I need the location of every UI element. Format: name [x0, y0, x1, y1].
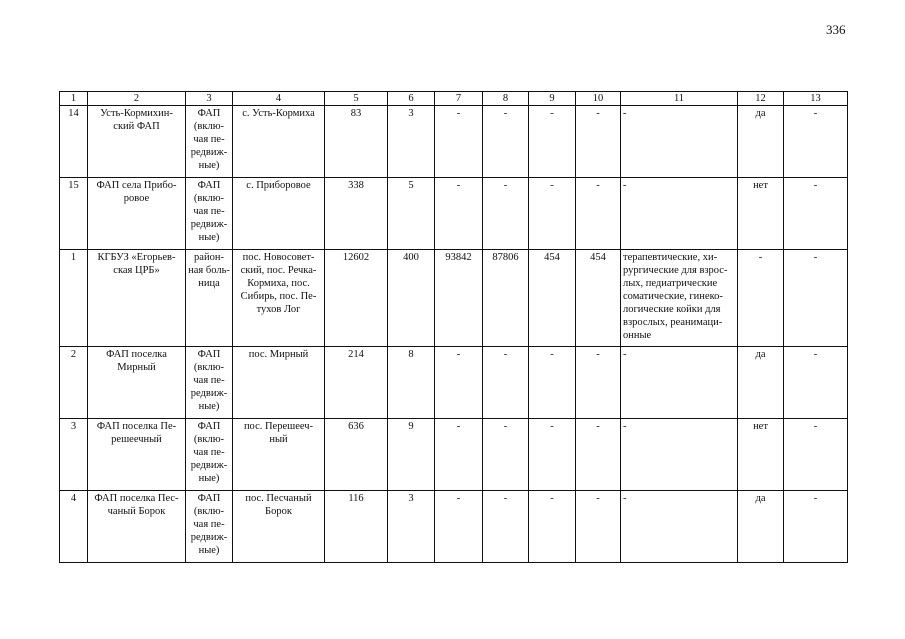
cell-text-line: Усть-Кормихин-: [100, 108, 173, 119]
table-cell: [738, 106, 784, 178]
cell-text-line: 636: [348, 421, 364, 432]
cell-text-line: -: [503, 493, 508, 504]
table-cell: [529, 491, 576, 563]
cell-text-line: да: [755, 108, 766, 119]
table-cell: [60, 250, 88, 347]
table-cell: [576, 347, 621, 419]
table-cell: [233, 491, 325, 563]
cell-text-line: пос. Перешееч-: [243, 421, 314, 432]
cell-text-line: редвиж-: [190, 388, 228, 399]
table-row: [60, 106, 848, 178]
cell-text-line: ница: [198, 278, 220, 289]
table-cell: [233, 347, 325, 419]
cell-text-line: -: [813, 180, 818, 191]
cell-text-line: ФАП (вклю-: [193, 180, 225, 204]
table-cell: [738, 178, 784, 250]
table-cell: [483, 178, 529, 250]
table-cell: [483, 419, 529, 491]
table-cell: [60, 419, 88, 491]
table-cell: [388, 491, 435, 563]
table-cell: [88, 491, 186, 563]
cell-text-line: -: [596, 421, 600, 432]
cell-text-line: -: [623, 493, 627, 504]
cell-text-line: онные: [623, 330, 652, 341]
table-cell: [60, 106, 88, 178]
cell-text-line: -: [456, 421, 461, 432]
table-cell: [784, 491, 848, 563]
cell-text-line: -: [503, 180, 508, 191]
cell-text-line: -: [623, 421, 627, 432]
cell-text-line: соматические, гинеко-: [623, 291, 723, 302]
table-cell: [483, 250, 529, 347]
table-cell: [186, 250, 233, 347]
column-header: 10: [576, 92, 621, 106]
table-cell: [483, 491, 529, 563]
cell-text-line: пос. Мирный: [248, 349, 309, 360]
cell-text-line: 15: [68, 180, 79, 191]
table-cell: [738, 347, 784, 419]
cell-text-line: ФАП поселка: [106, 349, 167, 360]
cell-text-line: 454: [544, 252, 560, 263]
table-row: [60, 491, 848, 563]
cell-text-line: -: [623, 349, 627, 360]
table-cell: [325, 250, 388, 347]
cell-text-line: 93842: [445, 252, 472, 263]
cell-text-line: 1: [70, 252, 77, 263]
column-header: 1: [60, 92, 88, 106]
table-cell: [186, 419, 233, 491]
cell-text-line: взрослых, реанимаци-: [623, 317, 723, 328]
cell-text-line: -: [596, 180, 600, 191]
cell-text-line: 3: [408, 493, 414, 504]
table-cell: [483, 106, 529, 178]
cell-text-line: ФАП поселка Пес-: [94, 493, 179, 504]
table-cell: [621, 178, 738, 250]
cell-text-line: ФАП села Прибо-: [96, 180, 177, 191]
cell-text-line: ные): [198, 232, 220, 243]
table-cell: [60, 491, 88, 563]
table-cell: [186, 347, 233, 419]
cell-text-line: с. Усть-Кормиха: [242, 108, 315, 119]
table-cell: [784, 419, 848, 491]
table-cell: [388, 419, 435, 491]
cell-text-line: -: [550, 108, 554, 119]
column-header: 8: [483, 92, 529, 106]
cell-text-line: 116: [348, 493, 364, 504]
cell-text-line: 14: [68, 108, 79, 119]
cell-text-line: -: [813, 349, 818, 360]
table-cell: [88, 347, 186, 419]
table-cell: [738, 250, 784, 347]
table-cell: [529, 106, 576, 178]
data-table: [59, 91, 848, 563]
cell-text-line: КГБУЗ «Егорьев-: [97, 252, 176, 263]
table-cell: [784, 178, 848, 250]
cell-text-line: -: [456, 493, 461, 504]
table-cell: [784, 106, 848, 178]
column-header: 4: [233, 92, 325, 106]
table-cell: [388, 178, 435, 250]
table-body: [60, 106, 848, 563]
cell-text-line: ФАП (вклю-: [193, 493, 225, 517]
table-cell: [233, 419, 325, 491]
cell-text-line: да: [755, 349, 766, 360]
cell-text-line: 87806: [492, 252, 519, 263]
cell-text-line: район-: [194, 252, 224, 263]
page-number: 336: [826, 22, 846, 37]
cell-text-line: редвиж-: [190, 147, 228, 158]
cell-text-line: Кормиха, пос.: [247, 278, 310, 289]
table-cell: [738, 491, 784, 563]
cell-text-line: 9: [408, 421, 414, 432]
table-cell: [233, 178, 325, 250]
table-cell: [576, 491, 621, 563]
table-cell: [325, 178, 388, 250]
table-cell: [621, 491, 738, 563]
cell-text-line: -: [813, 108, 818, 119]
cell-text-line: -: [503, 108, 508, 119]
cell-text-line: 2: [70, 349, 77, 360]
cell-text-line: редвиж-: [190, 219, 228, 230]
cell-text-line: -: [550, 421, 554, 432]
cell-text-line: -: [550, 180, 554, 191]
cell-text-line: Сибирь, пос. Пе-: [240, 291, 317, 302]
table-cell: [529, 250, 576, 347]
cell-text-line: чая пе-: [193, 519, 225, 530]
cell-text-line: -: [596, 108, 600, 119]
cell-text-line: -: [503, 421, 508, 432]
table-cell: [576, 419, 621, 491]
table-cell: [233, 250, 325, 347]
cell-text-line: -: [813, 252, 818, 263]
cell-text-line: ский ФАП: [113, 121, 160, 132]
cell-text-line: 8: [408, 349, 414, 360]
cell-text-line: -: [456, 108, 461, 119]
table-cell: [784, 347, 848, 419]
cell-text-line: -: [596, 493, 600, 504]
cell-text-line: ровое: [123, 193, 150, 204]
table-cell: [576, 250, 621, 347]
table-cell: [576, 178, 621, 250]
table-cell: [388, 106, 435, 178]
table-cell: [435, 178, 483, 250]
table-cell: [325, 419, 388, 491]
cell-text-line: 338: [348, 180, 364, 191]
cell-text-line: терапевтические, хи-: [623, 252, 718, 263]
cell-text-line: чая пе-: [193, 375, 225, 386]
cell-text-line: логические койки для: [623, 304, 721, 315]
table-cell: [435, 347, 483, 419]
cell-text-line: чаный Борок: [107, 506, 166, 517]
cell-text-line: 4: [70, 493, 77, 504]
cell-text-line: 83: [350, 108, 362, 119]
table-cell: [186, 491, 233, 563]
cell-text-line: ная боль-: [188, 265, 230, 276]
table-row: [60, 347, 848, 419]
cell-text-line: 5: [408, 180, 414, 191]
cell-text-line: пос. Песчаный: [245, 493, 312, 504]
cell-text-line: 400: [403, 252, 419, 263]
cell-text-line: -: [596, 349, 600, 360]
cell-text-line: ФАП (вклю-: [193, 349, 225, 373]
table-cell: [529, 178, 576, 250]
cell-text-line: -: [758, 252, 763, 263]
cell-text-line: ФАП (вклю-: [193, 108, 225, 132]
table-cell: [325, 347, 388, 419]
cell-text-line: чая пе-: [193, 134, 225, 145]
table-header-row: [60, 92, 848, 106]
table-cell: [621, 347, 738, 419]
column-header: 12: [738, 92, 784, 106]
cell-text-line: 3: [408, 108, 414, 119]
table-cell: [529, 347, 576, 419]
column-header: 2: [88, 92, 186, 106]
table-cell: [435, 250, 483, 347]
cell-text-line: рургические для взрос-: [623, 265, 728, 276]
table-cell: [88, 250, 186, 347]
cell-text-line: -: [813, 421, 818, 432]
cell-text-line: редвиж-: [190, 532, 228, 543]
cell-text-line: -: [623, 180, 627, 191]
cell-text-line: 454: [590, 252, 606, 263]
cell-text-line: ская ЦРБ»: [113, 265, 160, 276]
cell-text-line: -: [503, 349, 508, 360]
cell-text-line: тухов Лог: [256, 304, 301, 315]
table-cell: [88, 106, 186, 178]
table-cell: [435, 106, 483, 178]
cell-text-line: -: [456, 180, 461, 191]
table-cell: [388, 347, 435, 419]
cell-text-line: -: [813, 493, 818, 504]
cell-text-line: ные): [198, 401, 220, 412]
column-header: 9: [529, 92, 576, 106]
cell-text-line: да: [755, 493, 766, 504]
cell-text-line: ные): [198, 473, 220, 484]
table-cell: [388, 250, 435, 347]
table-cell: [88, 419, 186, 491]
cell-text-line: с. Приборовое: [246, 180, 311, 191]
column-header: 7: [435, 92, 483, 106]
table-cell: [186, 106, 233, 178]
table-cell: [483, 347, 529, 419]
cell-text-line: решеечный: [111, 434, 162, 445]
cell-text-line: ский, пос. Речка-: [240, 265, 317, 276]
table-cell: [621, 419, 738, 491]
cell-text-line: ные): [198, 160, 220, 171]
cell-text-line: нет: [753, 180, 768, 191]
table-cell: [738, 419, 784, 491]
table-cell: [60, 347, 88, 419]
table-cell: [529, 419, 576, 491]
cell-text-line: чая пе-: [193, 447, 225, 458]
table-cell: [325, 106, 388, 178]
table-cell: [784, 250, 848, 347]
cell-text-line: пос. Новосовет-: [242, 252, 315, 263]
cell-text-line: лых, педиатрические: [623, 278, 718, 289]
cell-text-line: -: [550, 349, 554, 360]
table-cell: [435, 491, 483, 563]
cell-text-line: -: [550, 493, 554, 504]
table-cell: [233, 106, 325, 178]
cell-text-line: ФАП (вклю-: [193, 421, 225, 445]
cell-text-line: Мирный: [117, 362, 156, 373]
table-cell: [576, 106, 621, 178]
cell-text-line: 214: [348, 349, 364, 360]
cell-text-line: 12602: [342, 252, 370, 263]
table-cell: [60, 178, 88, 250]
table-cell: [621, 106, 738, 178]
table-cell: [435, 419, 483, 491]
column-header: 5: [325, 92, 388, 106]
table-cell: [88, 178, 186, 250]
cell-text-line: -: [623, 108, 627, 119]
column-header: 6: [388, 92, 435, 106]
cell-text-line: ФАП поселка Пе-: [96, 421, 177, 432]
cell-text-line: ные): [198, 545, 220, 556]
cell-text-line: ный: [269, 434, 288, 445]
table-row: [60, 178, 848, 250]
cell-text-line: 3: [70, 421, 77, 432]
table-cell: [621, 250, 738, 347]
table-cell: [325, 491, 388, 563]
cell-text-line: нет: [753, 421, 768, 432]
column-header: 13: [784, 92, 848, 106]
table-cell: [186, 178, 233, 250]
cell-text-line: чая пе-: [193, 206, 225, 217]
table-row: [60, 250, 848, 347]
table-row: [60, 419, 848, 491]
column-header: 3: [186, 92, 233, 106]
cell-text-line: Борок: [265, 506, 292, 517]
cell-text-line: -: [456, 349, 461, 360]
cell-text-line: редвиж-: [190, 460, 228, 471]
column-header: 11: [621, 92, 738, 106]
